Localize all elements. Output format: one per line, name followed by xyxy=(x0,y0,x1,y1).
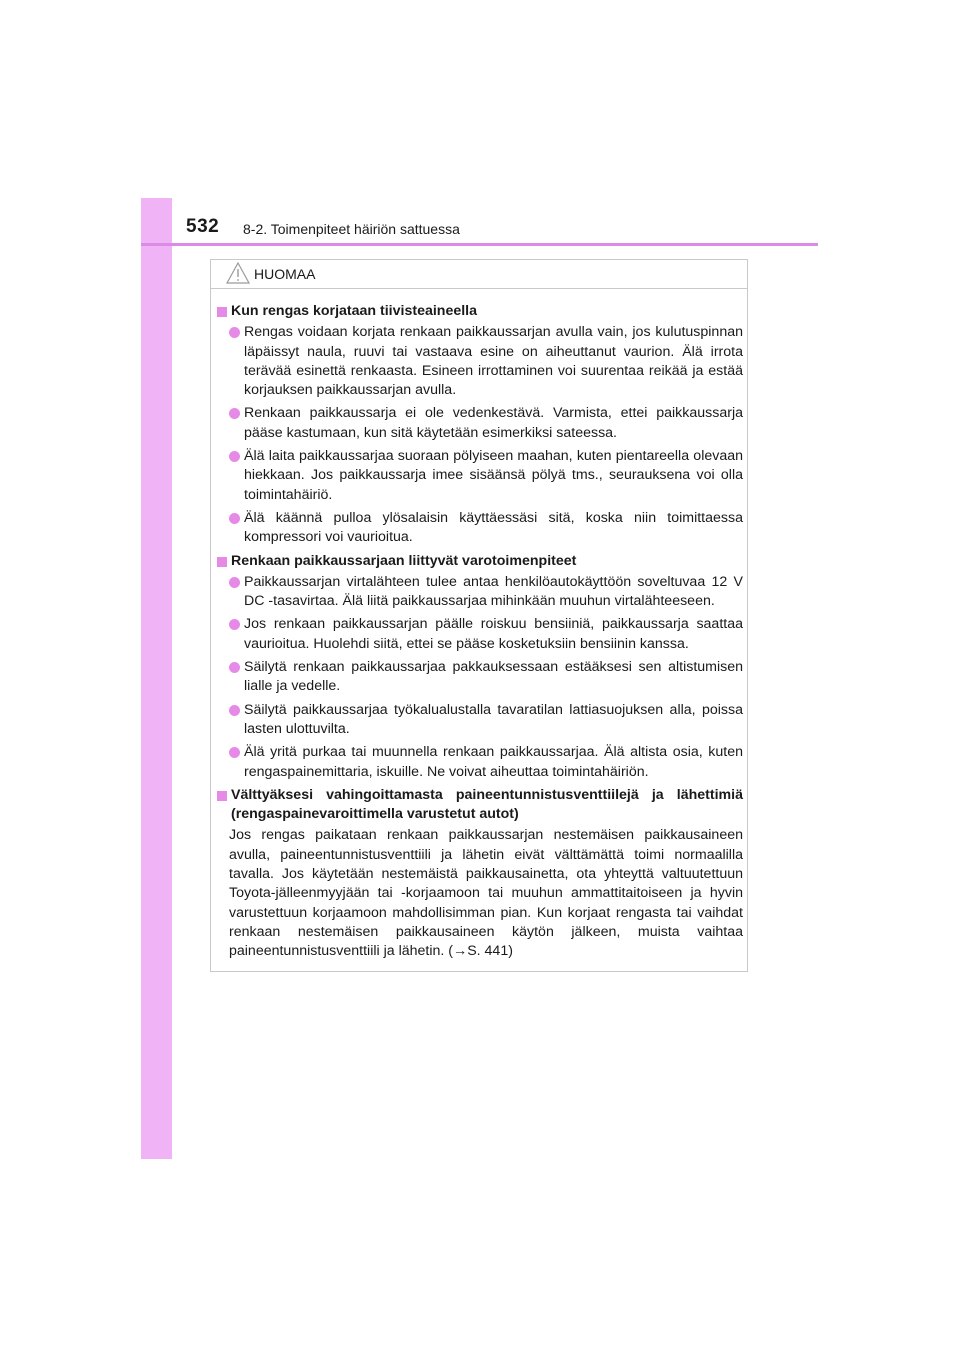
section-tire-repair xyxy=(217,302,743,548)
section-heading: Välttyäksesi vahingoittamasta paineentunnistusventtiilejä ja lähettimiä (rengaspainevaroittimella varustetut autot) xyxy=(217,786,743,825)
notice-box xyxy=(210,259,748,972)
list-item: Säilytä paikkaussarjaa työkalualustalla tavaratilan lattiasuojuksen alla, poissa lasten ulottuvilta. xyxy=(229,701,743,740)
section-heading: Renkaan paikkaussarjaan liittyvät varotoimenpiteet xyxy=(217,552,743,571)
list-item: Paikkaussarjan virtalähteen tulee antaa henkilöautokäyttöön soveltuvaa 12 V DC -tasavirtaa. Älä liitä paikkaussarjaa mihinkään muuhun virtalähteeseen. xyxy=(229,573,743,612)
section-kit-precautions xyxy=(217,552,743,782)
square-bullet-icon xyxy=(217,307,227,317)
list-item: Säilytä renkaan paikkaussarjaa pakkauksessaan estääksesi sen altistumisen lialle ja vedelle. xyxy=(229,658,743,697)
list-item: Rengas voidaan korjata renkaan paikkaussarjan avulla vain, jos kulutuspinnan läpäissyt naula, ruuvi tai vastaava esine on aiheuttanut vaurion. Älä irrota terävää esinettä renkaasta. Esineen irrottaminen voi suurentaa reikää ja estää korjauksen paikkaussarjan avulla. xyxy=(229,323,743,400)
arrow-right-icon: → xyxy=(453,943,468,960)
dot-bullet-icon xyxy=(229,747,240,758)
page-number: 532 xyxy=(186,216,220,237)
notice-body xyxy=(217,302,743,962)
square-bullet-icon xyxy=(217,791,227,801)
dot-bullet-icon xyxy=(229,327,240,338)
list-item: Älä laita paikkaussarjaa suoraan pölyiseen maahan, kuten pientareella olevaan hiekkaan. Jos paikkaussarja imee sisäänsä pölyä tms., seurauksena voi olla toimintahäiriö. xyxy=(229,447,743,505)
list-item: Älä yritä purkaa tai muunnella renkaan paikkaussarjaa. Älä altista osia, kuten rengaspainemittaria, iskuille. Ne voivat aiheuttaa toimintahäiriön. xyxy=(229,743,743,782)
section-title: 8-2. Toimenpiteet häiriön sattuessa xyxy=(243,221,460,237)
page-reference-link[interactable]: S. 441) xyxy=(467,943,513,960)
warning-triangle-icon xyxy=(225,261,251,285)
list-item: Jos renkaan paikkaussarjan päälle roiskuu bensiiniä, paikkaussarja saattaa vaurioitua. Huolehdi siitä, ettei se pääse kosketuksiin bensiinin kanssa. xyxy=(229,615,743,654)
dot-bullet-icon xyxy=(229,577,240,588)
notice-header xyxy=(211,260,747,289)
dot-bullet-icon xyxy=(229,619,240,630)
notice-title: HUOMAA xyxy=(254,266,316,282)
list-item: Älä käännä pulloa ylösalaisin käyttäessäsi sitä, koska niin toimittaessa kompressori voi vaurioitua. xyxy=(229,509,743,548)
section-valve-protection xyxy=(217,786,743,962)
header-rule xyxy=(141,243,818,246)
dot-bullet-icon xyxy=(229,513,240,524)
dot-bullet-icon xyxy=(229,705,240,716)
dot-bullet-icon xyxy=(229,451,240,462)
square-bullet-icon xyxy=(217,557,227,567)
section-paragraph: Jos rengas paikataan renkaan paikkaussarjan nestemäisen paikkausaineen avulla, paineentunnistusventtiili ja lähetin eivät välttämättä toimi normaalilla tavalla. Jos käytetään nestemäistä paikkausainetta, ota yhteyttä valtuutettuun Toyota-jälleenmyyjään tai -korjaamoon tai muuhun ammattitaitoiseen ja hyvin varustettuun korjaamoon mahdollisimman pian. Kun korjaat rengasta tai vaihdat renkaan nestemäisen paikkausaineen käytön jälkeen, muista vaihtaa paineentunnistusventtiili ja lähetin. (→S. 441) xyxy=(229,826,743,961)
dot-bullet-icon xyxy=(229,408,240,419)
side-tab-band xyxy=(141,198,172,1159)
dot-bullet-icon xyxy=(229,662,240,673)
list-item: Renkaan paikkaussarja ei ole vedenkestävä. Varmista, ettei paikkaussarja pääse kastumaan, kun sitä käytetään esimerkiksi sateessa. xyxy=(229,404,743,443)
section-heading: Kun rengas korjataan tiivisteaineella xyxy=(217,302,743,321)
